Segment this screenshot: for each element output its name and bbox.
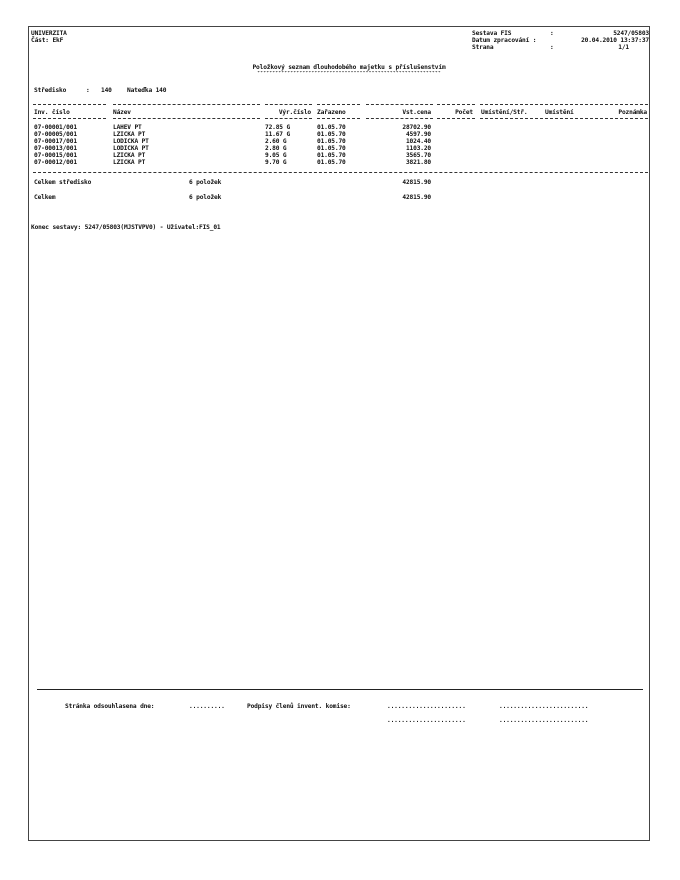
page-separator: : xyxy=(550,44,554,51)
row-5-price: 3565.70 xyxy=(405,152,431,159)
rule-head-inv xyxy=(33,118,106,119)
row-6-name: LZICKA PT xyxy=(113,159,146,166)
column-location: Umístění xyxy=(545,109,574,116)
rule-head-count xyxy=(437,118,475,119)
center-total-sum: 42815.90 xyxy=(402,179,431,186)
rule-totals xyxy=(33,172,648,173)
rule-top-serial xyxy=(265,104,312,105)
column-location-floor: Umístění/Stř. xyxy=(481,109,528,116)
agreed-label: Stránka odsouhlasena dne: xyxy=(65,703,155,710)
row-5-inv: 07-00015/001 xyxy=(34,152,77,159)
center-total-count: 6 položek xyxy=(189,179,222,186)
row-1-start: 01.05.70 xyxy=(317,124,346,131)
rule-head-serial xyxy=(265,118,312,119)
signature-line-1: ...................... xyxy=(387,703,466,710)
organization-part: Část: EkF xyxy=(31,37,64,44)
row-4-name: LODICKA PT xyxy=(113,145,149,152)
row-3-name: LODICKA PT xyxy=(113,138,149,145)
grand-total-sum: 42815.90 xyxy=(402,194,431,201)
row-2-price: 4597.90 xyxy=(405,131,431,138)
signatures-label: Podpisy členů invent. komise: xyxy=(247,703,351,710)
center-separator: : xyxy=(86,87,90,94)
rule-head-name xyxy=(113,118,260,119)
report-label: Sestava FIS xyxy=(472,30,512,37)
column-inv: Inv. číslo xyxy=(34,109,70,116)
center-label: Středisko xyxy=(34,87,67,94)
row-6-inv: 07-00012/001 xyxy=(34,159,77,166)
row-5-start: 01.05.70 xyxy=(317,152,346,159)
rule-top-count xyxy=(437,104,475,105)
date-label: Datum zpracování : xyxy=(472,37,537,44)
row-1-serial: 72.85 G xyxy=(265,124,291,131)
row-4-price: 1103.20 xyxy=(405,145,431,152)
signature-line-2: ......................... xyxy=(499,703,589,710)
column-start: Zařazeno xyxy=(317,109,346,116)
row-3-inv: 07-00017/001 xyxy=(34,138,77,145)
row-6-serial: 9.70 G xyxy=(265,159,287,166)
rule-top-inv xyxy=(33,104,106,105)
row-1-name: LAHEV PT xyxy=(113,124,142,131)
row-2-start: 01.05.70 xyxy=(317,131,346,138)
row-2-inv: 07-00005/001 xyxy=(34,131,77,138)
row-2-serial: 11.67 G xyxy=(265,131,291,138)
report-end-line: Konec sestavy: 5247/05803(MJSTVPV0) - Uživatel:FIS_01 xyxy=(31,224,221,231)
report-page xyxy=(28,26,650,841)
page-label: Strana xyxy=(472,44,494,51)
column-name: Název xyxy=(113,109,131,116)
rule-top-price xyxy=(366,104,433,105)
report-number: 5247/05803 xyxy=(613,30,649,37)
row-6-start: 01.05.70 xyxy=(317,159,346,166)
report-separator: : xyxy=(550,30,554,37)
row-5-name: LZICKA PT xyxy=(113,152,146,159)
rule-top-name xyxy=(113,104,260,105)
page-number: 1/1 xyxy=(618,44,629,51)
center-value: 140 xyxy=(101,87,112,94)
report-title: Položkový seznam dlouhodobého majetku s příslušenstvím xyxy=(252,64,446,71)
row-4-inv: 07-00013/001 xyxy=(34,145,77,152)
center-total-label: Celkem středisko xyxy=(34,179,92,186)
column-price: Vst.cena xyxy=(402,109,431,116)
column-note: Poznámka xyxy=(618,109,647,116)
grand-total-label: Celkem xyxy=(34,194,56,201)
row-1-price: 28702.90 xyxy=(402,124,431,131)
group-text: Nateďka 140 xyxy=(127,87,167,94)
organization-name: UNIVERZITA xyxy=(31,30,67,37)
rule-head-location xyxy=(480,118,648,119)
row-3-serial: 2.60 G xyxy=(265,138,287,145)
column-count: Počet xyxy=(455,109,473,116)
column-serial: Výr.číslo xyxy=(278,109,311,116)
footer-rule xyxy=(37,689,643,690)
row-3-start: 01.05.70 xyxy=(317,138,346,145)
rule-head-price xyxy=(366,118,433,119)
signature-line-3: ...................... xyxy=(387,717,466,724)
row-5-serial: 9.05 G xyxy=(265,152,287,159)
row-4-start: 01.05.70 xyxy=(317,145,346,152)
row-2-name: LZICKA PT xyxy=(113,131,146,138)
row-1-inv: 07-00001/001 xyxy=(34,124,77,131)
rule-top-start xyxy=(317,104,360,105)
grand-total-count: 6 položek xyxy=(189,194,222,201)
agreed-date-dots: .......... xyxy=(189,703,225,710)
rule-top-location xyxy=(480,104,648,105)
row-3-price: 1024.40 xyxy=(405,138,431,145)
row-6-price: 3821.80 xyxy=(405,159,431,166)
signature-line-4: ......................... xyxy=(499,717,589,724)
rule-head-start xyxy=(317,118,360,119)
title-underline: ************************************************************* xyxy=(257,71,441,76)
date-value: 20.04.2010 13:37:37 xyxy=(581,37,649,44)
row-4-serial: 2.80 G xyxy=(265,145,287,152)
